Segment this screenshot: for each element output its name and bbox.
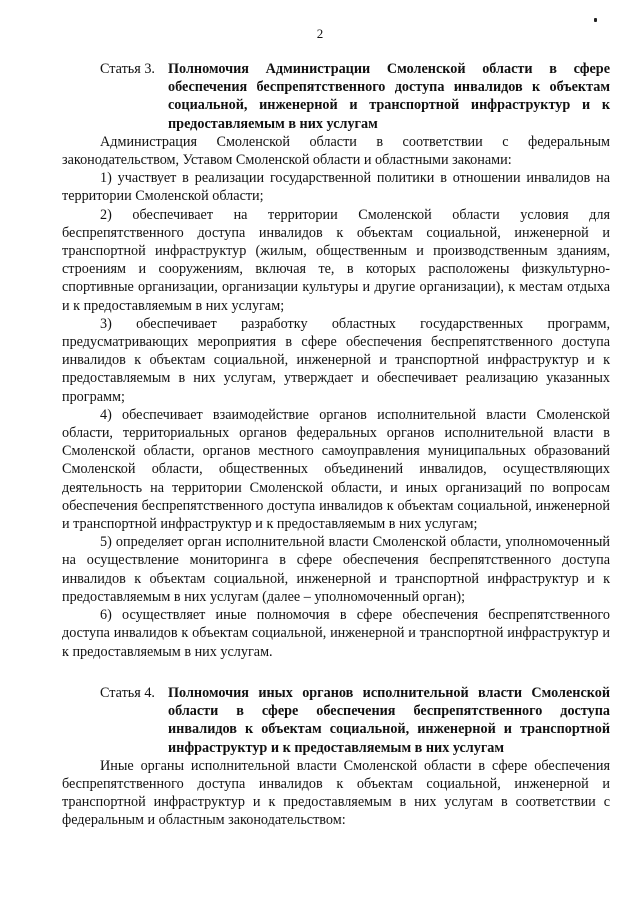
article-4-title: Полномочия иных органов исполнительной власти Смоленской области в сфере обеспечения беспрепятственного доступа инвалидов к объектам социальной, инженерной и транспортной инфраструктур и к предоставляемым в них услугам [168,685,610,756]
article-4 [62,684,610,830]
article-3-item-6: 6) осуществляет иные полномочия в сфере обеспечения беспрепятственного доступа инвалидов к объектам социальной, инженерной и транспортной инфраструктур и к предоставляемым в них услугам. [62,607,610,660]
article-3 [62,60,610,661]
article-3-item-1: 1) участвует в реализации государственной политики в отношении инвалидов на территории Смоленской области; [62,170,610,205]
scan-speck [594,18,597,22]
article-3-title: Полномочия Администрации Смоленской области в сфере обеспечения беспрепятственного доступа инвалидов к объектам социальной, инженерной и транспортной инфраструктур и к предоставляемым в них услугам [168,61,610,132]
article-3-heading [100,60,610,133]
article-3-item-3: 3) обеспечивает разработку областных государственных программ, предусматривающих мероприятия в сфере обеспечения беспрепятственного доступа инвалидов к объектам социальной, инженерной и транспортной инфраструктур и к предоставляемым в них услугам, утверждает и обеспечивает реализацию указанных программ; [62,315,610,405]
article-4-intro: Иные органы исполнительной власти Смоленской области в сфере обеспечения беспрепятственного доступа инвалидов к объектам социальной, инженерной и транспортной инфраструктур и к предоставляемым в них услугам в соответствии с федеральным и областным законодательством: [62,757,610,829]
article-3-intro: Администрация Смоленской области в соответствии с федеральным законодательством, Уставом Смоленской области и областными законами: [62,133,610,169]
article-3-item-4: 4) обеспечивает взаимодействие органов исполнительной власти Смоленской области, территориальных органов федеральных органов исполнительной власти в Смоленской области, органов местного самоуправления муниципальных образований Смоленской области, общественных объединений инвалидов, осуществляющих деятельность на территории Смоленской области, и иных организаций по вопросам обеспечения беспрепятственного доступа инвалидов к объектам социальной, инженерной и транспортной инфраструктур и к предоставляемым в них услугам; [62,406,610,533]
article-3-item-2: 2) обеспечивает на территории Смоленской области условия для беспрепятственного доступа инвалидов к объектам социальной, инженерной и транспортной инфраструктур (жилым, общественным и производственным зданиям, строениям и сооружениям, включая те, в которых расположены физкультурно-спортивные организации, организации культуры и другие организации), к местам отдыха и к предоставляемым в них услугам; [62,206,610,314]
page-number: 2 [316,26,324,41]
article-3-label: Статья 3. [100,61,155,77]
article-4-label: Статья 4. [100,685,155,701]
article-3-item-5: 5) определяет орган исполнительной власти Смоленской области, уполномоченный на осуществление мониторинга в сфере обеспечения беспрепятственного доступа инвалидов к объектам социальной, инженерной и транспортной инфраструктур и к предоставляемым в них услугам (далее – уполномоченный орган); [62,534,610,605]
article-4-heading [100,684,610,757]
